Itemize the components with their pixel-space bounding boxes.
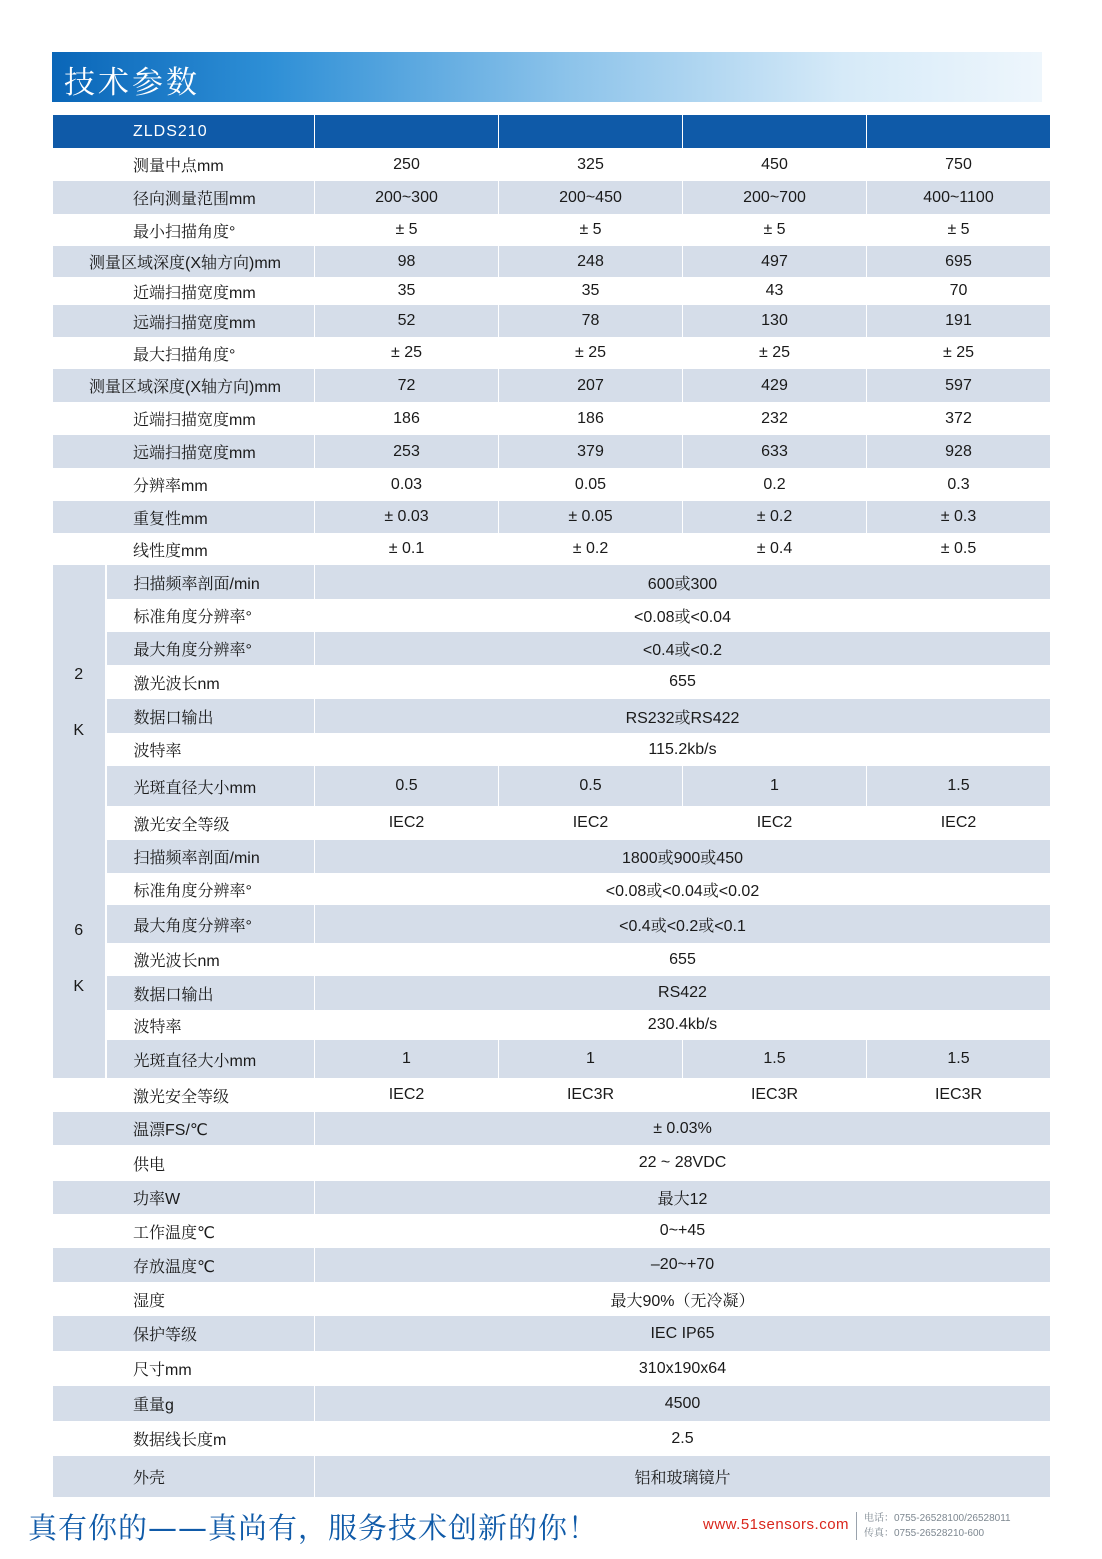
table-row: 测量区域深度(X轴方向)mm 72 207 429 597 [53,369,1051,402]
table-row: 分辨率mm 0.03 0.05 0.2 0.3 [53,468,1051,501]
footer-divider [856,1512,857,1540]
table-row: 测量中点mm 250 325 450 750 [53,148,1051,181]
table-row: 尺寸mm 310x190x64 [53,1351,1051,1386]
table-row: 波特率 115.2kb/s [53,733,1051,766]
model-name: ZLDS210 [53,115,315,148]
section-title-bar [52,52,1042,102]
table-row: 数据口输出 RS232或RS422 [53,699,1051,733]
table-row: 6 K 扫描频率剖面/min 1800或900或450 [53,840,1051,873]
table-row: 湿度 最大90%（无冷凝） [53,1282,1051,1316]
table-row: 最大扫描角度° ± 25 ± 25 ± 25 ± 25 [53,337,1051,369]
table-row: 波特率 230.4kb/s [53,1010,1051,1040]
footer-slogan: 真有你的——真尚有，服务技术创新的你！ [28,1511,599,1545]
spec-table [52,115,1051,1497]
group-6k-label: 6 K [53,840,106,1078]
table-row: 温漂FS/℃ ± 0.03% [53,1112,1051,1145]
footer-contact [864,1511,1011,1541]
table-row: 测量区域深度(X轴方向)mm 98 248 497 695 [53,246,1051,277]
table-row: 径向测量范围mm 200~300 200~450 200~700 400~1100 [53,181,1051,214]
table-row: 功率W 最大12 [53,1181,1051,1214]
table-row: 近端扫描宽度mm 35 35 43 70 [53,277,1051,305]
table-row: 标准角度分辨率° <0.08或<0.04或<0.02 [53,873,1051,905]
footer-phone: 电话：0755-26528100/26528011 [864,1513,1011,1524]
table-row: 激光波长nm 655 [53,665,1051,699]
group-2k-label: 2 K [53,565,106,840]
table-row: 光斑直径大小mm 1 1 1.5 1.5 [53,1040,1051,1078]
table-row: 供电 22 ~ 28VDC [53,1145,1051,1181]
table-row: 激光安全等级 IEC2 IEC2 IEC2 IEC2 [53,806,1051,840]
table-row: 激光波长nm 655 [53,943,1051,976]
table-row: 近端扫描宽度mm 186 186 232 372 [53,402,1051,435]
table-row: 激光安全等级 IEC2 IEC3R IEC3R IEC3R [53,1078,1051,1112]
table-row: 外壳 铝和玻璃镜片 [53,1456,1051,1497]
table-row: 最大角度分辨率° <0.4或<0.2 [53,632,1051,665]
table-row: 存放温度℃ –20~+70 [53,1248,1051,1282]
table-row: 标准角度分辨率° <0.08或<0.04 [53,599,1051,632]
table-row: 工作温度℃ 0~+45 [53,1214,1051,1248]
table-header-row [53,115,1051,148]
footer-website-link[interactable]: www.51sensors.com [703,1516,850,1533]
table-row: 远端扫描宽度mm 52 78 130 191 [53,305,1051,337]
table-row: 远端扫描宽度mm 253 379 633 928 [53,435,1051,468]
table-row: 重复性mm ± 0.03 ± 0.05 ± 0.2 ± 0.3 [53,501,1051,533]
table-row: 重量g 4500 [53,1386,1051,1421]
table-row: 线性度mm ± 0.1 ± 0.2 ± 0.4 ± 0.5 [53,533,1051,565]
footer-fax: 传真：0755-26528210-600 [864,1528,985,1539]
table-row: 最大角度分辨率° <0.4或<0.2或<0.1 [53,905,1051,943]
table-row: 保护等级 IEC IP65 [53,1316,1051,1351]
table-row: 数据线长度m 2.5 [53,1421,1051,1456]
table-row: 2 K 扫描频率剖面/min 600或300 [53,565,1051,599]
section-title: 技术参数 [64,65,200,101]
table-row: 最小扫描角度° ± 5 ± 5 ± 5 ± 5 [53,214,1051,246]
table-row: 数据口输出 RS422 [53,976,1051,1010]
table-row: 光斑直径大小mm 0.5 0.5 1 1.5 [53,766,1051,806]
